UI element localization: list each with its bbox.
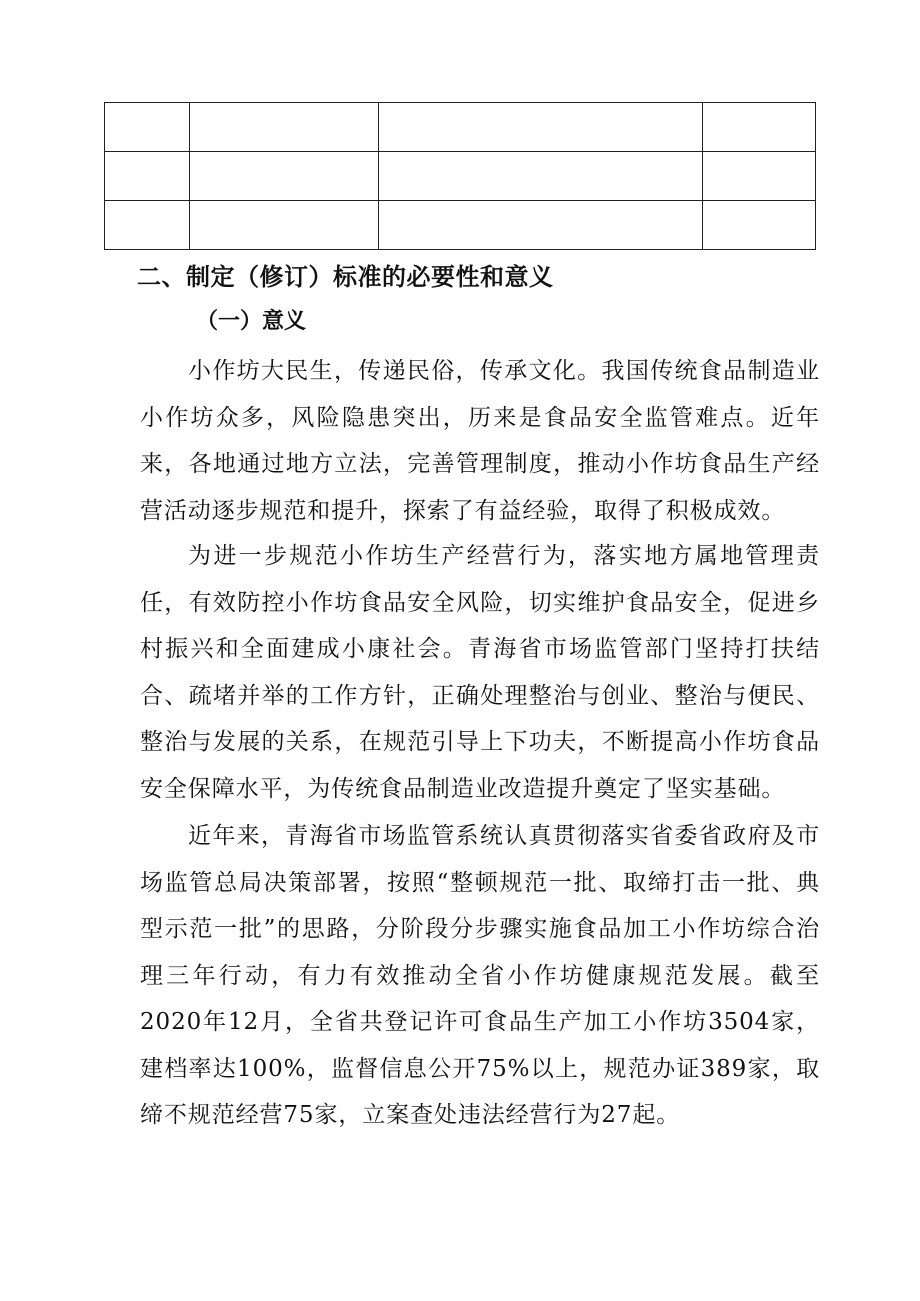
paragraph: 小作坊大民生，传递民俗，传承文化。我国传统食品制造业小作坊众多，风险隐患突出，历来是食品安全监管难点。近年来，各地通过地方立法，完善管理制度，推动小作坊食品生产经营活动逐步规范和提升，探索了有益经验，取得了积极成效。 (140, 358, 820, 524)
paragraph: 近年来，青海省市场监管系统认真贯彻落实省委省政府及市场监管总局决策部署，按照“整顿规范一批、取缔打击一批、典型示范一批”的思路，分阶段分步骤实施食品加工小作坊综合治理三年行动，有力有效推动全省小作坊健康规范发展。截至2020年12月，全省共登记许可食品生产加工小作坊3504家，建档率达100%，监督信息公开75%以上，规范办证389家，取缔不规范经营75家，立案查处违法经营行为27起。 (140, 823, 820, 1128)
paragraph: 为进一步规范小作坊生产经营行为，落实地方属地管理责任，有效防控小作坊食品安全风险，切实维护食品安全，促进乡村振兴和全面建成小康社会。青海省市场监管部门坚持打扶结合、疏堵并举的工作方针，正确处理整治与创业、整治与便民、整治与发展的关系，在规范引导上下功夫，不断提高小作坊食品安全保障水平，为传统食品制造业改造提升奠定了坚实基础。 (140, 543, 820, 802)
table-cell (703, 103, 816, 152)
table-cell (190, 103, 379, 152)
table-cell (190, 201, 379, 250)
table-cell (190, 152, 379, 201)
table-cell (703, 201, 816, 250)
table-row (105, 103, 816, 152)
paragraph-3-container (140, 813, 820, 1139)
table-cell (105, 152, 190, 201)
table-cell (379, 103, 703, 152)
table-row (105, 201, 816, 250)
section-heading: 二、制定（修订）标准的必要性和意义 (137, 263, 554, 291)
table-cell (105, 103, 190, 152)
table-cell (379, 152, 703, 201)
paragraph-2-container (140, 533, 820, 812)
data-table (104, 102, 816, 250)
table-cell (379, 201, 703, 250)
table-cell (703, 152, 816, 201)
paragraph-1-container (140, 348, 820, 534)
subsection-heading: （一）意义 (196, 308, 307, 334)
table-cell (105, 201, 190, 250)
table-row (105, 152, 816, 201)
